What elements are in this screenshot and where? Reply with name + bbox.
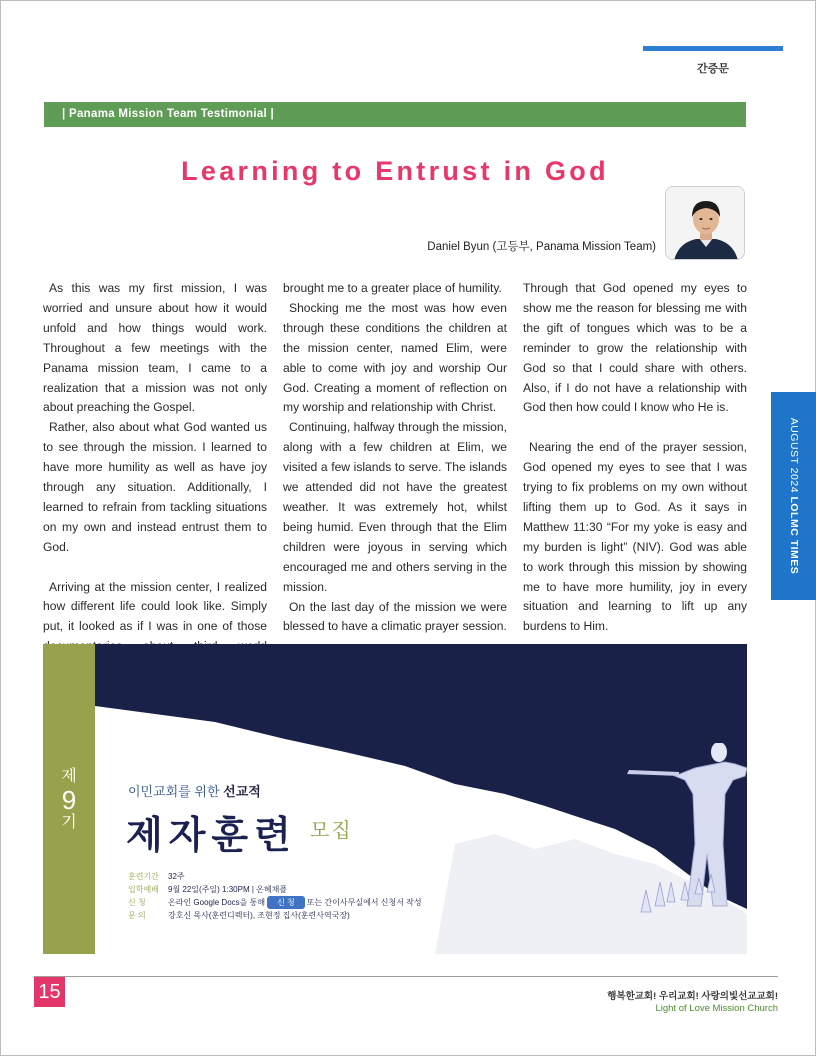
column-1 [43,279,267,677]
footer-church-name: Light of Love Mission Church [655,1003,778,1014]
paragraph: As this was my first mission, I was worried and unsure about how it would unfold and how things would work. Throughout a few meetings with the Panama mission team, I came to a realization that a mission was not only about preaching the Gospel. [43,281,267,415]
ad-cohort-suffix: 기 [61,814,77,831]
ad-headline-suffix: 모집 [310,820,353,842]
side-tab [771,392,816,600]
header-accent-bar [643,46,783,51]
ad-detail-value: 9월 22일(주일) 1:30PM | 온혜채플 [168,885,288,894]
ad-headline: 제자훈련 [126,815,297,857]
column-3 [523,279,747,677]
discipleship-ad [43,644,747,954]
ad-detail-label: 훈련기간 [128,872,159,881]
paragraph: brought me to a greater place of humility. [283,281,502,295]
section-label: 간증문 [697,63,729,75]
ad-subtitle [128,781,261,800]
ad-subtitle-light: 이민교회를 위한 [128,784,224,799]
ad-side-strip [43,644,95,954]
ad-detail-value: 온라인 Google Docs을 통해 [168,898,266,907]
paragraph: Shocking me the most was how even through these conditions the children at the mission center, named Elim, were able to come with joy and worship Our God. Creating a moment of reflection on my worship and relationship with Christ. [283,300,507,415]
author-byline: Daniel Byun (고등부, Panama Mission Team) [427,241,656,253]
paragraph-gap [43,558,267,578]
author-portrait [665,186,745,260]
side-tab-text [788,418,800,575]
ad-detail-label: 문 의 [128,911,146,920]
side-tab-brand: LOLMC TIMES [787,496,800,575]
ad-details [128,870,422,922]
paragraph: Arriving at the mission center, I realized how different life could look like. Simply put, it looked as if I was in one of those [43,579,267,634]
ad-detail-row [128,870,422,883]
page-number: 15 [34,977,65,1007]
ad-detail-label: 입학예배 [128,885,159,894]
paragraph: Through that God opened my eyes to show me the reason for blessing me with the gift of tongues which was to be a reminder to grow the relationship with God so that I could share with others. Also, if I do not have a relationship with God then how could I know who He is. [523,281,747,415]
ad-detail-value: 강호신 목사(훈련디렉터), 조현정 집사(훈련사역국장) [168,911,350,920]
ad-detail-row [128,883,422,896]
ad-cohort-prefix: 제 [61,768,77,785]
paragraph: Continuing, halfway through the mission, along with a few children at Elim, we visited a few islands to serve. The islands we attended did not have the greatest weather. It was extremely hot, whilst being humid. Even through that the Elim children were joyous in serving which encouraged me and others serving in the mission. [283,420,507,594]
article-title: Learning to Entrust in God [181,156,609,186]
footer-slogan: 행복한교회! 우리교회! 사랑의빛선교교회! [607,991,778,1002]
article-body [43,279,747,677]
paragraph: On the last day of the mission we were blessed to have a climatic prayer session. [283,599,507,634]
ad-detail-label: 신 청 [128,898,146,907]
section-banner: | Panama Mission Team Testimonial | [44,102,746,127]
portrait-image [666,187,745,260]
paragraph-gap [523,418,747,438]
ad-detail-value: 또는 간이사무실에서 신청서 작성 [306,898,422,907]
ad-subtitle-bold: 선교적 [223,784,261,799]
paragraph: Rather, also about what God wanted us to see through the mission. I learned to have more humility as well as have joy through any situation. Additionally, I learned to refrain from tackling situations on my own and instead entrust them to God. [43,420,267,554]
apply-button[interactable]: 신 청 [267,896,305,909]
ad-cohort-label [43,769,95,831]
ad-cohort-number: 9 [61,785,77,815]
paragraph: Nearing the end of the prayer session, God opened my eyes to see that I was trying to fix problems on my own without lifting them up to God. As it says in Matthew 11:30 “For my yoke is easy and my burden is light” (NIV). God was able to work through this mission by showing me to have more humility, joy in every situation and learning to lift up any burdens to Him. [523,440,747,634]
ad-detail-value: 32주 [168,872,185,881]
side-tab-date: AUGUST 2024 [787,417,800,497]
ad-detail-row [128,896,422,909]
footer-rule [34,976,778,977]
column-2 [283,279,507,677]
ad-detail-row [128,909,422,922]
